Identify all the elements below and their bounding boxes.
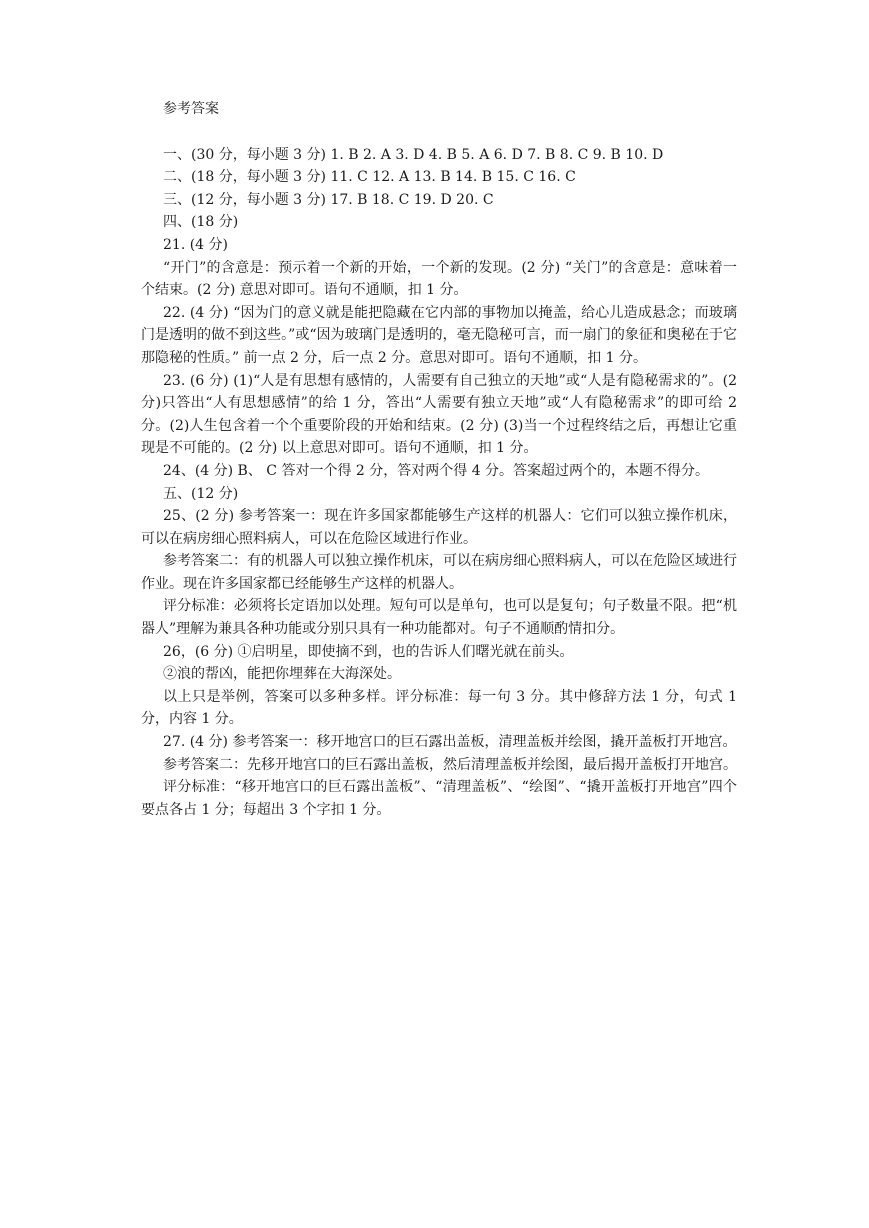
- section-2-answers: 二、(18 分，每小题 3 分) 11. C 12. A 13. B 14. B 15. C 16. C: [163, 169, 576, 186]
- question-26-scoring: 以上只是举例，答案可以多种多样。评分标准：每一句 3 分。其中修辞方法 1 分，句式 1 分，内容 1 分。: [141, 688, 737, 728]
- question-22-answer: 22. (4 分) “因为门的意义就是能把隐藏在它内部的事物加以掩盖，给心儿造成悬念；而玻璃门是透明的做不到这些。”或“因为玻璃门是透明的，毫无隐秘可言，而一扇门的象征和奥秘在于它那隐秘的性质。” 前一点 2 分，后一点 2 分。意思对即可。语句不通顺，扣 1 分。: [141, 304, 737, 366]
- section-5-heading: 五、(12 分): [163, 485, 239, 502]
- question-21-answer: “开门”的含意是：预示着一个新的开始，一个新的发现。(2 分) “关门”的含意是：意味着一个结束。(2 分) 意思对即可。语句不通顺，扣 1 分。: [141, 259, 737, 299]
- question-23-answer: 23. (6 分) (1)“人是有思想有感情的，人需要有自己独立的天地”或“人是有隐秘需求的”。(2 分)只答出“人有思想感情”的给 1 分，答出“人需要有独立天地”或“人有隐秘需求”的即可给 2 分。(2)人生包含着一个个重要阶段的开始和结束。(2 分) (3)当一个过程终结之后，再想让它重现是不可能的。(2 分) 以上意思对即可。语句不通顺，扣 1 分。: [141, 372, 737, 457]
- question-21-heading: 21. (4 分): [163, 236, 228, 253]
- question-27-answer-1: 27. (4 分) 参考答案一：移开地宫口的巨石露出盖板，清理盖板并绘图，撬开盖板打开地宫。: [163, 734, 737, 751]
- question-27-answer-2: 参考答案二：先移开地宫口的巨石露出盖板，然后清理盖板并绘图，最后揭开盖板打开地宫。: [163, 756, 737, 773]
- section-3-answers: 三、(12 分，每小题 3 分) 17. B 18. C 19. D 20. C: [163, 191, 494, 208]
- answer-key-content: [141, 98, 737, 821]
- question-25-answer-1: 25、(2 分) 参考答案一：现在许多国家都能够生产这样的机器人：它们可以独立操作机床，可以在病房细心照料病人，可以在危险区域进行作业。: [141, 508, 737, 547]
- question-26-answer-2: ②浪的帮凶，能把你埋葬在大海深处。: [163, 666, 401, 683]
- section-4-heading: 四、(18 分): [163, 214, 239, 231]
- section-1-answers: 一、(30 分，每小题 3 分) 1. B 2. A 3. D 4. B 5. A 6. D 7. B 8. C 9. B 10. D: [163, 146, 664, 163]
- question-27-scoring: 评分标准：“移开地宫口的巨石露出盖板”、“清理盖板”、“绘图”、“撬开盖板打开地宫”四个要点各占 1 分；每超出 3 个字扣 1 分。: [141, 779, 737, 818]
- question-25-answer-2: 参考答案二：有的机器人可以独立操作机床，可以在病房细心照料病人，可以在危险区域进行作业。现在许多国家都已经能够生产这样的机器人。: [141, 553, 737, 592]
- question-24-answer: 24、(4 分) B、 C 答对一个得 2 分，答对两个得 4 分。答案超过两个的，本题不得分。: [163, 462, 710, 479]
- question-25-scoring: 评分标准：必须将长定语加以处理。短句可以是单句，也可以是复句；句子数量不限。把“机器人”理解为兼具各种功能或分别只具有一种功能都对。句子不通顺酌情扣分。: [141, 598, 737, 638]
- document-title: 参考答案: [163, 101, 219, 117]
- question-26-answer-1: 26，(6 分) ①启明星，即使摘不到，也的告诉人们曙光就在前头。: [163, 643, 574, 660]
